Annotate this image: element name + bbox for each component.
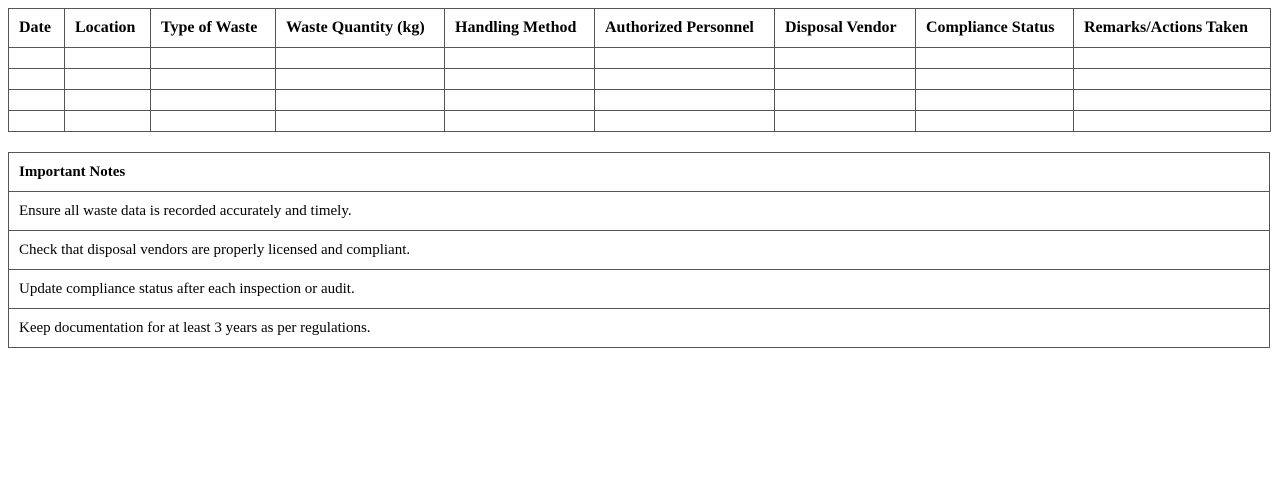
document-body [8, 8, 1270, 348]
note-row [9, 231, 1270, 270]
table-cell[interactable] [595, 111, 775, 132]
table-cell[interactable] [65, 111, 151, 132]
column-header-location: Location [65, 9, 151, 48]
table-cell[interactable] [1074, 69, 1271, 90]
important-notes-table [8, 152, 1270, 348]
notes-title: Important Notes [9, 153, 1270, 192]
table-cell[interactable] [9, 90, 65, 111]
column-header-date: Date [9, 9, 65, 48]
column-header-authorized-personnel: Authorized Personnel [595, 9, 775, 48]
note-item: Update compliance status after each inspection or audit. [9, 270, 1270, 309]
note-row [9, 270, 1270, 309]
table-cell[interactable] [445, 48, 595, 69]
notes-header-row [9, 153, 1270, 192]
table-cell[interactable] [445, 69, 595, 90]
note-item: Ensure all waste data is recorded accurately and timely. [9, 192, 1270, 231]
table-cell[interactable] [1074, 111, 1271, 132]
table-cell[interactable] [595, 90, 775, 111]
column-header-type-of-waste: Type of Waste [151, 9, 276, 48]
table-cell[interactable] [916, 90, 1074, 111]
table-row [9, 111, 1271, 132]
note-item: Check that disposal vendors are properly licensed and compliant. [9, 231, 1270, 270]
table-cell[interactable] [9, 111, 65, 132]
table-cell[interactable] [775, 69, 916, 90]
table-row [9, 90, 1271, 111]
note-row [9, 192, 1270, 231]
waste-log-table [8, 8, 1271, 132]
table-cell[interactable] [65, 48, 151, 69]
table-cell[interactable] [276, 111, 445, 132]
table-cell[interactable] [445, 111, 595, 132]
column-header-handling-method: Handling Method [445, 9, 595, 48]
table-cell[interactable] [151, 69, 276, 90]
table-cell[interactable] [9, 48, 65, 69]
table-cell[interactable] [276, 69, 445, 90]
column-header-compliance-status: Compliance Status [916, 9, 1074, 48]
table-header-row [9, 9, 1271, 48]
table-cell[interactable] [916, 69, 1074, 90]
table-cell[interactable] [595, 48, 775, 69]
table-cell[interactable] [151, 90, 276, 111]
note-row [9, 309, 1270, 348]
table-cell[interactable] [65, 69, 151, 90]
table-cell[interactable] [65, 90, 151, 111]
table-cell[interactable] [151, 111, 276, 132]
table-cell[interactable] [775, 111, 916, 132]
table-cell[interactable] [276, 48, 445, 69]
table-row [9, 48, 1271, 69]
table-cell[interactable] [595, 69, 775, 90]
table-cell[interactable] [775, 90, 916, 111]
table-cell[interactable] [1074, 48, 1271, 69]
table-cell[interactable] [916, 48, 1074, 69]
table-cell[interactable] [151, 48, 276, 69]
note-item: Keep documentation for at least 3 years as per regulations. [9, 309, 1270, 348]
table-cell[interactable] [9, 69, 65, 90]
table-cell[interactable] [916, 111, 1074, 132]
table-cell[interactable] [445, 90, 595, 111]
table-cell[interactable] [276, 90, 445, 111]
table-cell[interactable] [775, 48, 916, 69]
column-header-waste-quantity: Waste Quantity (kg) [276, 9, 445, 48]
column-header-disposal-vendor: Disposal Vendor [775, 9, 916, 48]
table-row [9, 69, 1271, 90]
column-header-remarks: Remarks/Actions Taken [1074, 9, 1271, 48]
table-cell[interactable] [1074, 90, 1271, 111]
